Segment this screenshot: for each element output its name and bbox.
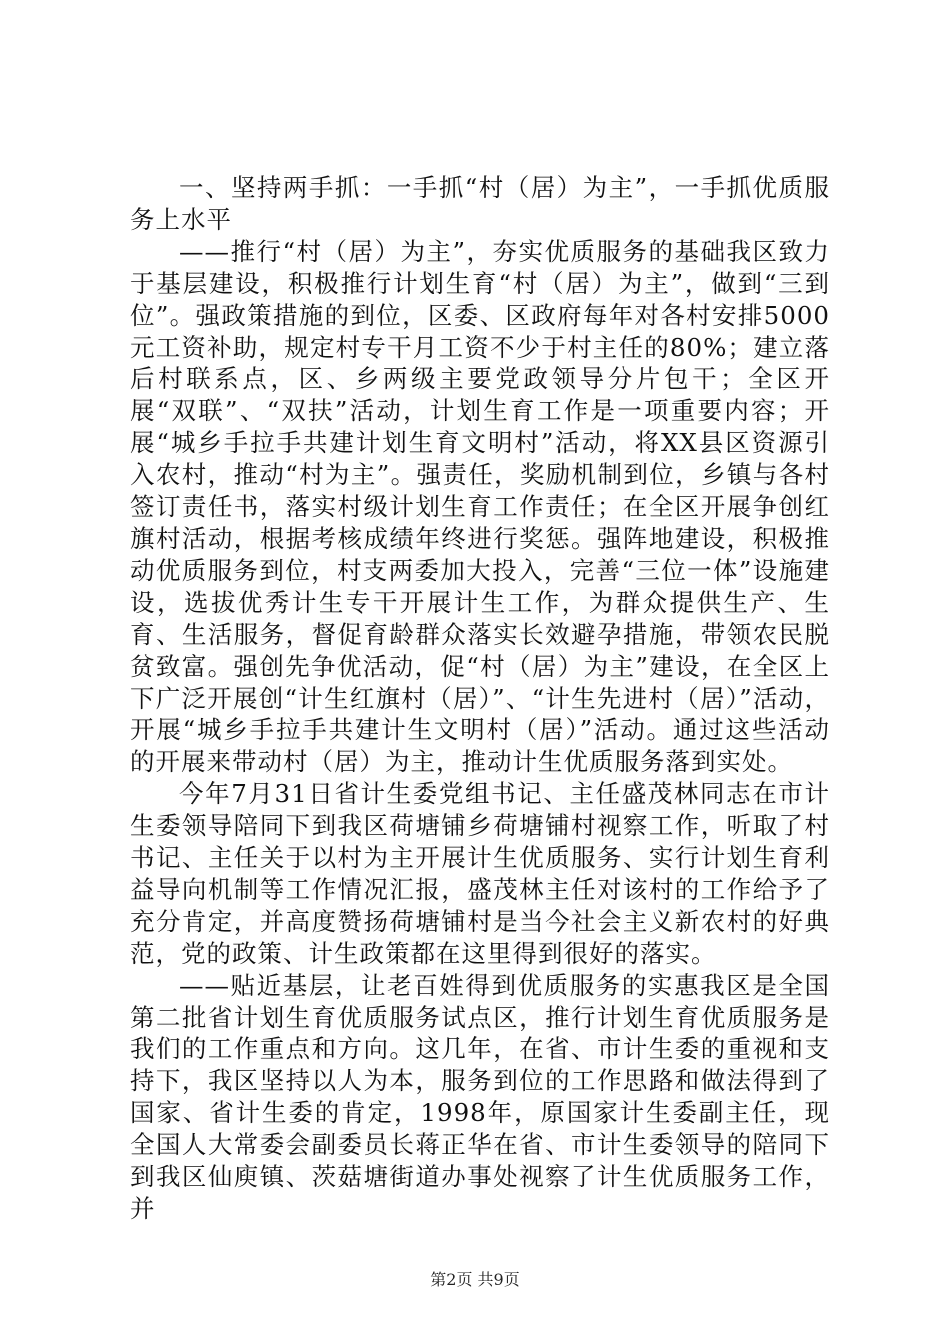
page-footer: 第2页 共9页 — [430, 1270, 520, 1289]
paragraph: 今年7月31日省计生委党组书记、主任盛茂林同志在市计生委领导陪同下到我区荷塘铺乡荷塘铺村视察工作，听取了村书记、主任关于以村为主开展计生优质服务、实行计划生育利益导向机制等工作情况汇报，盛茂林主任对该村的工作给予了充分肯定，并高度赞扬荷塘铺村是当今社会主义新农村的好典范，党的政策、计生政策都在这里得到很好的落实。 — [130, 779, 830, 968]
document-body — [130, 172, 830, 1225]
paragraph-heading: 一、坚持两手抓：一手抓“村（居）为主”，一手抓优质服务上水平 — [130, 173, 830, 234]
paragraph: ——推行“村（居）为主”，夯实优质服务的基础我区致力于基层建设，积极推行计划生育“村（居）为主”，做到“三到位”。强政策措施的到位，区委、区政府每年对各村安排5000元工资补助，规定村专干月工资不少于村主任的80%；建立落后村联系点，区、乡两级主要党政领导分片包干；全区开展“双联”、“双扶”活动，计划生育工作是一项重要内容；开展“城乡手拉手共建计划生育文明村”活动，将XX县区资源引入农村，推动“村为主”。强责任，奖励机制到位，乡镇与各村签订责任书，落实村级计划生育工作责任；在全区开展争创红旗村活动，根据考核成绩年终进行奖惩。强阵地建设，积极推动优质服务到位，村支两委加大投入，完善“三位一体”设施建设，选拔优秀计生专干开展计生工作，为群众提供生产、生育、生活服务，督促育龄群众落实长效避孕措施，带领农民脱贫致富。强创先争优活动，促“村（居）为主”建设，在全区上下广泛开展创“计生红旗村（居）”、“计生先进村（居）”活动，开展“城乡手拉手共建计生文明村（居）”活动。通过这些活动的开展来带动村（居）为主，推动计生优质服务落到实处。 — [130, 236, 830, 777]
paragraph: ——贴近基层，让老百姓得到优质服务的实惠我区是全国第二批省计划生育优质服务试点区，推行计划生育优质服务是我们的工作重点和方向。这几年，在省、市计生委的重视和支持下，我区坚持以人为本，服务到位的工作思路和做法得到了国家、省计生委的肯定，1998年，原国家计生委副主任，现全国人大常委会副委员长蒋正华在省、市计生委领导的陪同下到我区仙庾镇、茨菇塘街道办事处视察了计生优质服务工作，并 — [130, 970, 830, 1223]
